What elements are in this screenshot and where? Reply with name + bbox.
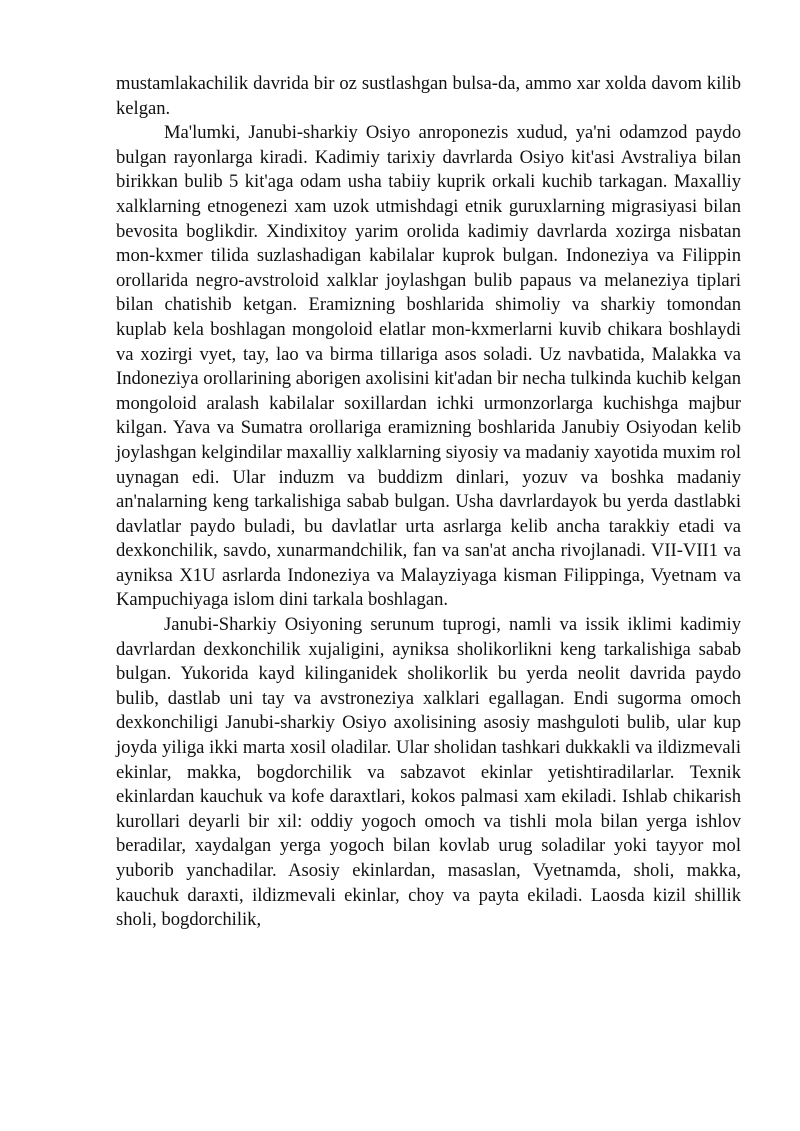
body-text — [116, 72, 741, 933]
paragraph-agriculture: Janubi-Sharkiy Osiyoning serunum tuprogi, namli va issik iklimi kadimiy davrlardan dexkonchilik xujaligini, ayniksa sholikorlikni keng tarkalishiga sabab bulgan. Yukorida kayd kilinganidek sholikorlik bu yerda neolit davrida paydo bulib, dastlab uni tay va avstroneziya xalklari egallagan. Endi sugorma omoch dexkonchiligi Janubi-sharkiy Osiyo axolisining asosiy mashguloti bulib, ular kup joyda yiliga ikki marta xosil oladilar. Ular sholidan tashkari dukkakli va ildizmevali ekinlar, makka, bogdorchilik va sabzavot ekinlar yetishtiradilarlar. Texnik ekinlardan kauchuk va kofe daraxtlari, kokos palmasi xam ekiladi. Ishlab chikarish kurollari deyarli bir xil: oddiy yogoch omoch va tishli mola bilan yerga ishlov beradilar, xaydalgan yerga yogoch bilan kovlab urug soladilar yoki tayyor mol yuborib yanchadilar. Asosiy ekinlardan, masaslan, Vyetnamda, sholi, makka, kauchuk daraxti, ildizmevali ekinlar, choy va payta ekiladi. Laosda kizil shillik sholi, bogdorchilik, — [116, 614, 741, 931]
paragraph-ethnogenesis: Ma'lumki, Janubi-sharkiy Osiyo anroponezis xudud, ya'ni odamzod paydo bulgan rayonlarga kiradi. Kadimiy tarixiy davrlarda Osiyo kit'asi Avstraliya bilan birikkan bulib 5 kit'aga odam usha tabiiy kuprik orkali kuchib tarkagan. Maxalliy xalklarning etnogenezi xam uzok utmishdagi etnik guruxlarning migrasiyasi bilan bevosita boglikdir. Xindixitoy yarim orolida kadimiy davrlarda xozirga nisbatan mon-kxmer tilida suzlashadigan kabilalar kuprok bulgan. Indoneziya va Filippin orollarida negro-avstroloid xalklar joylashgan bulib papaus va melaneziya tiplari bilan chatishib ketgan. Eramizning boshlarida shimoliy va sharkiy tomondan kuplab kela boshlagan mongoloid elatlar mon-kxmerlarni kuvib chikara boshlaydi va xozirgi vyet, tay, lao va birma tillariga asos soladi. Uz navbatida, Malakka va Indoneziya orollarining aborigen axolisini kit'adan bir necha tulkinda kuchib kelgan mongoloid aralash kabilalar soxillardan ichki urmonzorlarga kuchishga majbur kilgan. Yava va Sumatra orollariga eramizning boshlarida Janubiy Osiyodan kelib joylashgan kelgindilar maxalliy xalklarning siyosiy va madaniy xayotida muxim rol uynagan edi. Ular induzm va buddizm dinlari, yozuv va boshka madaniy an'nalarning keng tarkalishiga sabab bulgan. Usha davrlardayok bu yerda dastlabki davlatlar paydo buladi, bu davlatlar urta asrlarga kelib ancha tarakkiy etadi va dexkonchilik, savdo, xunarmandchilik, fan va san'at ancha rivojlanadi. VII-VII1 va ayniksa X1U asrlarda Indoneziya va Malayziyaga kisman Filippinga, Vyetnam va Kampuchiyaga islom dini tarkala boshlagan. — [116, 122, 741, 611]
paragraph-continuation: mustamlakachilik davrida bir oz sustlashgan bulsa-da, ammo xar xolda davom kilib kelgan. — [116, 73, 741, 119]
